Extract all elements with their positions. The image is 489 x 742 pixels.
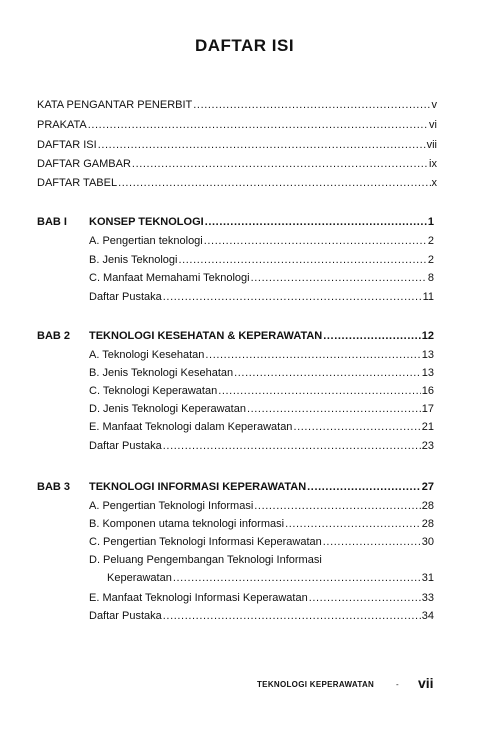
chapter-entry[interactable] — [89, 480, 434, 494]
toc-entry-label: A. Pengertian teknologi — [89, 235, 203, 247]
leader-dots — [285, 517, 421, 531]
toc-entry-page: vii — [426, 139, 437, 151]
leader-dots — [254, 499, 420, 513]
toc-entry-label: A. Pengertian Teknologi Informasi — [89, 500, 254, 512]
toc-entry-label: Daftar Pustaka — [89, 610, 162, 622]
toc-entry-continuation[interactable] — [107, 571, 434, 585]
leader-dots — [204, 234, 427, 248]
leader-dots — [163, 439, 421, 453]
toc-entry[interactable] — [37, 118, 437, 132]
chapter-title: TEKNOLOGI INFORMASI KEPERAWATAN — [89, 481, 307, 493]
leader-dots — [173, 571, 421, 585]
toc-entry[interactable] — [89, 609, 434, 623]
leader-dots — [323, 329, 421, 343]
toc-entry-page: 17 — [421, 403, 434, 415]
toc-entry[interactable] — [37, 138, 437, 152]
toc-entry-label: DAFTAR TABEL — [37, 177, 118, 189]
toc-entry-page: 33 — [421, 592, 434, 604]
toc-entry[interactable] — [89, 499, 434, 513]
toc-entry[interactable] — [37, 157, 437, 171]
leader-dots — [163, 290, 422, 304]
toc-entry-label: DAFTAR ISI — [37, 139, 97, 151]
toc-entry-page: 23 — [421, 440, 434, 452]
toc-entry-label: PRAKATA — [37, 119, 87, 131]
toc-entry-page: 2 — [427, 254, 434, 266]
toc-entry-page: 8 — [427, 272, 434, 284]
leader-dots — [251, 271, 427, 285]
toc-entry[interactable] — [37, 98, 437, 112]
toc-entry-label: Keperawatan — [107, 572, 172, 584]
leader-dots — [309, 591, 421, 605]
footer-separator: - — [396, 680, 399, 689]
chapter-entry[interactable] — [89, 329, 434, 343]
toc-entry-page: 13 — [421, 349, 434, 361]
toc-entry-page: 11 — [422, 291, 434, 303]
chapter-page: 27 — [421, 481, 434, 493]
toc-entry-page: v — [431, 99, 437, 111]
chapter-label: BAB 3 — [37, 481, 71, 493]
toc-entry-label: A. Teknologi Kesehatan — [89, 349, 205, 361]
toc-entry-first-line[interactable] — [89, 553, 434, 567]
page-number: vii — [418, 675, 434, 691]
toc-entry-label: B. Komponen utama teknologi informasi — [89, 518, 285, 530]
toc-entry-page: ix — [429, 158, 437, 170]
leader-dots — [178, 253, 426, 267]
leader-dots — [218, 384, 421, 398]
toc-entry-label: E. Manfaat Teknologi Informasi Keperawatan — [89, 592, 308, 604]
toc-entry[interactable] — [89, 253, 434, 267]
toc-entry-page: 28 — [421, 518, 434, 530]
toc-entry[interactable] — [89, 420, 434, 434]
chapter-label: BAB I — [37, 216, 67, 228]
toc-entry[interactable] — [89, 384, 434, 398]
toc-entry[interactable] — [89, 348, 434, 362]
toc-entry-label: B. Jenis Teknologi Kesehatan — [89, 367, 234, 379]
toc-entry-label: KATA PENGANTAR PENERBIT — [37, 99, 193, 111]
leader-dots — [205, 215, 427, 229]
toc-entry-page: 13 — [421, 367, 434, 379]
toc-entry[interactable] — [89, 535, 434, 549]
toc-entry-label: D. Jenis Teknologi Keperawatan — [89, 403, 246, 415]
leader-dots — [307, 480, 421, 494]
leader-dots — [118, 176, 430, 190]
toc-entry-label: E. Manfaat Teknologi dalam Keperawatan — [89, 421, 293, 433]
leader-dots — [98, 138, 426, 152]
chapter-page: 12 — [421, 330, 434, 342]
chapter-label: BAB 2 — [37, 330, 71, 342]
toc-entry-label: DAFTAR GAMBAR — [37, 158, 131, 170]
page-title: DAFTAR ISI — [194, 36, 295, 55]
toc-entry[interactable] — [89, 290, 434, 304]
toc-entry-page: 31 — [421, 572, 434, 584]
toc-entry-page: 2 — [427, 235, 434, 247]
toc-entry-page: x — [431, 177, 437, 189]
leader-dots — [205, 348, 420, 362]
leader-dots — [163, 609, 421, 623]
toc-entry[interactable] — [89, 402, 434, 416]
toc-entry[interactable] — [37, 176, 437, 190]
leader-dots — [247, 402, 421, 416]
leader-dots — [234, 366, 421, 380]
toc-entry-page: vi — [429, 119, 437, 131]
running-title: TEKNOLOGI KEPERAWATAN — [257, 680, 375, 689]
toc-entry-label: Daftar Pustaka — [89, 291, 162, 303]
chapter-page: 1 — [427, 216, 434, 228]
toc-entry[interactable] — [89, 517, 434, 531]
toc-entry-page: 28 — [421, 500, 434, 512]
toc-entry[interactable] — [89, 591, 434, 605]
toc-entry-label: B. Jenis Teknologi — [89, 254, 178, 266]
toc-entry-label: Daftar Pustaka — [89, 440, 162, 452]
toc-entry-page: 16 — [421, 385, 434, 397]
toc-entry-page: 30 — [421, 536, 434, 548]
toc-entry-page: 34 — [421, 610, 434, 622]
leader-dots — [193, 98, 430, 112]
toc-entry[interactable] — [89, 366, 434, 380]
chapter-title: KONSEP TEKNOLOGI — [89, 216, 204, 228]
chapter-entry[interactable] — [89, 215, 434, 229]
leader-dots — [132, 157, 428, 171]
leader-dots — [323, 535, 421, 549]
toc-entry[interactable] — [89, 439, 434, 453]
leader-dots — [88, 118, 428, 132]
toc-entry[interactable] — [89, 271, 434, 285]
leader-dots — [293, 420, 420, 434]
chapter-title: TEKNOLOGI KESEHATAN & KEPERAWATAN — [89, 330, 323, 342]
toc-entry-label: C. Teknologi Keperawatan — [89, 385, 218, 397]
toc-entry-label: C. Pengertian Teknologi Informasi Keperawatan — [89, 536, 322, 548]
toc-entry-label: C. Manfaat Memahami Teknologi — [89, 272, 250, 284]
toc-entry-label: D. Peluang Pengembangan Teknologi Informasi — [89, 554, 322, 566]
toc-entry-page: 21 — [421, 421, 434, 433]
toc-entry[interactable] — [89, 234, 434, 248]
